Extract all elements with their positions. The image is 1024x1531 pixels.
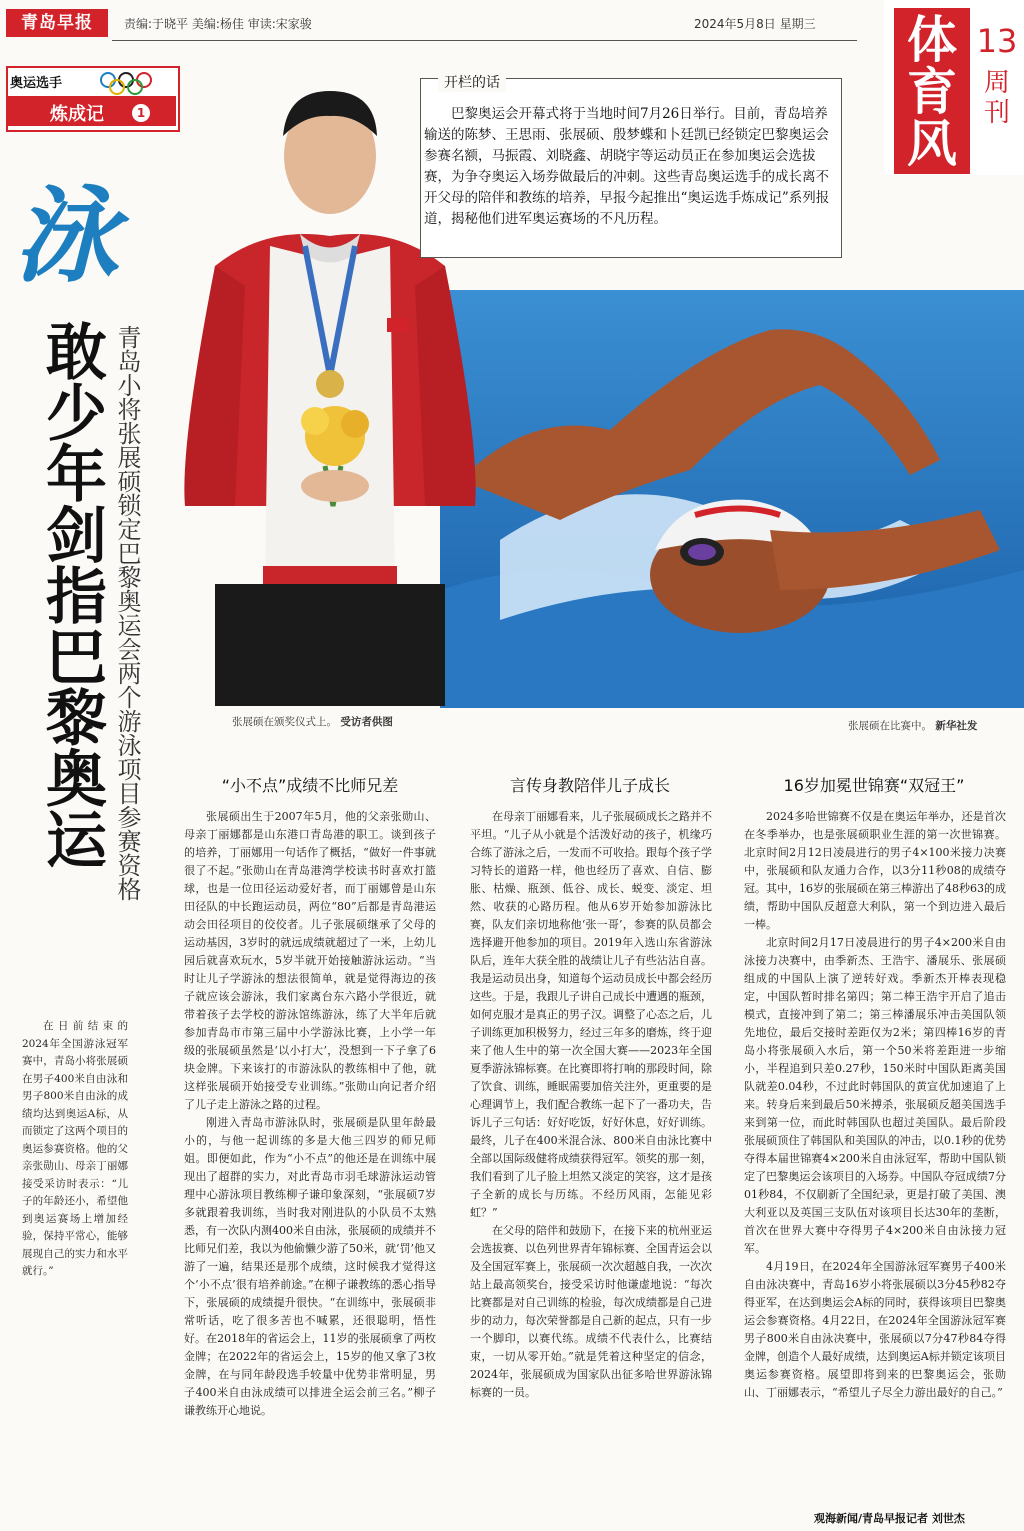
caption-left-credit: 受访者供图 (340, 716, 393, 728)
header-rule (112, 40, 857, 41)
headline-subtitle: 青岛小将张展硕锁定巴黎奥运会两个游泳项目参赛资格 (113, 325, 141, 901)
article-3-paragraph: 北京时间2月17日凌晨进行的男子4×200米自由泳接力决赛中，由季新杰、王浩宇、潘展乐、张展硕组成的中国队上演了逆转好戏。季新杰开棒表现稳定，中国队暂时排名第四；第二棒王浩宇开启了追击模式，直接冲到了第二；第三棒潘展乐冲击美国队领先地位，最后交接时差距仅为2米；第四棒16岁的青岛小将张展硕入水后，第一个50米将差距进一步缩小，半程追到只差0.27秒，150米时中国队距离美国队就差0.04秒，不过此时韩国队的黄宣优加速追了上来。转身后来到最后50米搏杀，张展硕反超美国选手来到第一位，而此时韩国队也超过美国队。最后阶段张展硕顶住了韩国队和美国队的冲击，以0.1秒的优势夺得本届世锦赛4×200米自由泳冠军，帮助中国队锁定了巴黎奥运会该项目的入场券。中国队夺冠成绩7分01秒84，不仅刷新了全国纪录，更是打破了美国、澳大利亚以及英国三支队伍对该项目长达30年的垄断，首次在世界大赛中夺得男子4×200米自由泳接力冠军。 (744, 936, 1006, 1255)
issue-date: 2024年5月8日 星期三 (694, 17, 816, 31)
column-top-label: 奥运选手 (10, 76, 63, 91)
article-3-paragraph: 4月19日，在2024年全国游泳冠军赛男子400米自由泳决赛中，青岛16岁小将张展硕以3分45秒82夺得亚军，在达到奥运会A标的同时，获得该项目巴黎奥运会参赛资格。4月22日，在2024年全国游泳冠军赛男子800米自由泳决赛中，张展硕以7分47秒84夺得金牌，创造个人最好成绩，达到奥运A标并锁定该项目奥运参赛资格。展望即将到来的巴黎奥运会，张勋山、丁丽娜表示，“希望儿子尽全力游出最好的自己。” (744, 1260, 1006, 1399)
article-2-title: 言传身教陪伴儿子成长 (509, 776, 670, 795)
column-intro-text: 巴黎奥运会开幕式将于当地时间7月26日举行。目前，青岛培养输送的陈梦、王思雨、张展硕、殷梦蝶和卜廷凯已经锁定巴黎奥运会参赛名额，马振霞、刘晓鑫、胡晓宇等运动员正在参加奥运会选拔赛，为争夺奥运入场券做最后的冲刺。这些青岛奥运选手的成长离不开父母的陪伴和教练的培养，早报今起推出“奥运选手炼成记”系列报道，揭秘他们进军奥运赛场的不凡历程。 (424, 106, 830, 227)
lead-paragraph: 在日前结束的2024年全国游泳冠军赛中，青岛小将张展硕在男子400米自由泳和男子800米自由泳的成绩均达到奥运A标，从而锁定了这两个项目的奥运参赛资格。他的父亲张勋山、母亲丁丽娜接受采访时表示：“儿子的年龄还小，希望他到奥运赛场上增加经验，保持平常心，能够展现自己的实力和水平就行。” (22, 1020, 128, 1277)
caption-left-text: 张展硕在颁奖仪式上。 (232, 716, 337, 728)
olympic-rings-icon (96, 70, 160, 96)
headline-title: 敢少年剑指巴黎奥运 (36, 320, 107, 869)
column-intro-title: 开栏的话 (438, 72, 506, 92)
article-1-title: “小不点”成绩不比师兄差 (221, 776, 399, 795)
byline: 观海新闻/青岛早报记者 刘世杰 (814, 1512, 965, 1525)
caption-right-text: 张展硕在比赛中。 (848, 720, 932, 732)
section-period: 周刊 (983, 68, 1010, 128)
newspaper-logo: 青岛早报 (6, 9, 108, 37)
swimming-photo (440, 290, 1024, 708)
article-1-paragraph: 张展硕出生于2007年5月，他的父亲张勋山、母亲丁丽娜都是山东港口青岛港的职工。谈到孩子的培养，丁丽娜用一句话作了概括，“做好一件事就很了不起。”张勋山在青岛港湾学校读书时喜欢打篮球，也是一位田径运动爱好者，而丁丽娜曾是山东田径队的中长跑运动员，两位“80”后都是青岛港运动会田径项目的佼佼者。儿子张展硕继承了父母的运动基因，3岁时的就远成绩就超过了一米，上幼儿园后就喜欢玩水，5岁半就开始接触游泳运动。“当时让儿子学游泳的想法很简单，就是觉得海边的孩子就应该会游泳，我们家离台东六路小学很近，就带着孩子去学校的游泳馆练游泳，练了大半年后就参加青岛市市第三届中小学游泳比赛，上小学一年级的张展硕虽然是‘以小打大’，没想到一下子拿了6块金牌。下来该打的市游泳队的教练相中了他，就这样张展硕开始接受专业训练。”张勋山向记者介绍了儿子走上游泳之路的过程。 (184, 810, 436, 1111)
photo-caption-left (232, 714, 393, 729)
column-number: 1 (132, 104, 150, 122)
caption-right-credit: 新华社发 (935, 720, 978, 732)
photo-caption-right (848, 718, 977, 733)
article-3-body (744, 808, 1006, 1402)
article-2-paragraph: 在母亲丁丽娜看来，儿子张展硕成长之路并不平坦。“儿子从小就是个活泼好动的孩子，机缘巧合练了游泳之后，一发而不可收拾。跟每个孩子学习特长的道路一样，他也经历了喜欢、自信、膨胀、枯燥、瓶颈、低谷、成长、蜕变、淡定、坦然、收获的心路历程。他从6岁开始参加游泳比赛，队友们亲切地称他‘张一哥’，参赛的队员都会选择避开他参加的项目。2019年入选山东省游泳队后，连年大获全胜的战绩让儿子有些沾沾自喜。我是运动员出身，知道每个运动员成长中都会经历这些。于是，我跟儿子讲自己成长中遭遇的瓶颈，如何克服才是真正的男子汉。调整了心态之后，儿子训练更加积极努力，经过三年多的磨炼，终于迎来了他人生中的第一次全国大赛——2023年全国夏季游泳锦标赛。在比赛即将打响的那段时间，除了饮食、训练，睡眠需要加倍关注外，更重要的是心理调节上，我们配合教练一起下了一番功夫，告诉儿子三句话：好好吃饭，好好休息，好好训练。最终，儿子在400米混合泳、800米自由泳比赛中全部以国际级健将成绩获得冠军。领奖的那一刻，我们看到了儿子脸上坦然又淡定的笑容，这才是孩子全新的成长与历练。不经历风雨，怎能见彩虹？” (470, 810, 712, 1219)
article-1-paragraph: 刚进入青岛市游泳队时，张展硕是队里年龄最小的，与他一起训练的多是大他三四岁的师兄师姐。即便如此，作为“小不点”的他还是在训练中展现出了超群的实力，对此青岛市羽毛球游泳运动管理中心游泳项目教练柳子谦印象深刻，“张展硕7岁多就跟着我训练，当时我对刚进队的小队员不太熟悉，有一次队内测400米自由泳，张展硕的成绩并不比师兄们差，我以为他偷懒少游了50米，就‘罚’他又游了一遍，结果还是那个成绩，这时候我才觉得这个‘小不点’很有培养前途。”在柳子谦教练的悉心指导下，张展硕的成绩提升很快。“在训练中，张展硕非常听话，吃了很多苦也不喊累，还很聪明，悟性好。在2018年的省运会上，11岁的张展硕拿了两枚金牌；在2022年的省运会上，15岁的他又拿了3枚金牌，在与同年龄段选手较量中优势非常明显，男子400米自由泳成绩可以排进全运会前三名。”柳子谦教练开心地说。 (184, 1116, 436, 1417)
article-2-body (470, 808, 712, 1402)
editor-credits: 责编:于晓平 美编:杨佳 审读:宋家骏 (124, 17, 312, 31)
column-name: 炼成记 (50, 104, 104, 125)
article-2-paragraph: 在父母的陪伴和鼓励下，在接下来的杭州亚运会选拔赛、以色列世界青年锦标赛、全国青运会以及全国冠军赛上，张展硕一次次超越自我，一次次站上最高领奖台，接受采访时他谦虚地说：“每次比赛都是对自己训练的检验，每次成绩都是自己进步的动力，每次荣誉都是自己新的起点，只有一步一个脚印，以赛代练。成绩不代表什么，比赛结束，一切从零开始。”就是凭着这种坚定的信念，2024年，张展硕成为国家队出征多哈世界游泳锦标赛的一员。 (470, 1224, 712, 1399)
article-1-body (184, 808, 436, 1420)
section-name: 体育风 (907, 11, 957, 173)
article-3-title: 16岁加冕世锦赛“双冠王” (783, 776, 965, 795)
swim-calligraphy: 泳 (14, 174, 119, 297)
section-number: 13 (976, 22, 1018, 60)
article-3-paragraph: 2024多哈世锦赛不仅是在奥运年举办，还是首次在冬季举办，也是张展硕职业生涯的第一次世锦赛。北京时间2月12日凌晨进行的男子4×100米接力决赛中，张展硕和队友通力合作，以3分11秒08的成绩夺冠。其中，16岁的张展硕在第三棒游出了48秒63的成绩，帮助中国队反超意大利队，第一个到边进入最后一棒。 (744, 810, 1006, 931)
